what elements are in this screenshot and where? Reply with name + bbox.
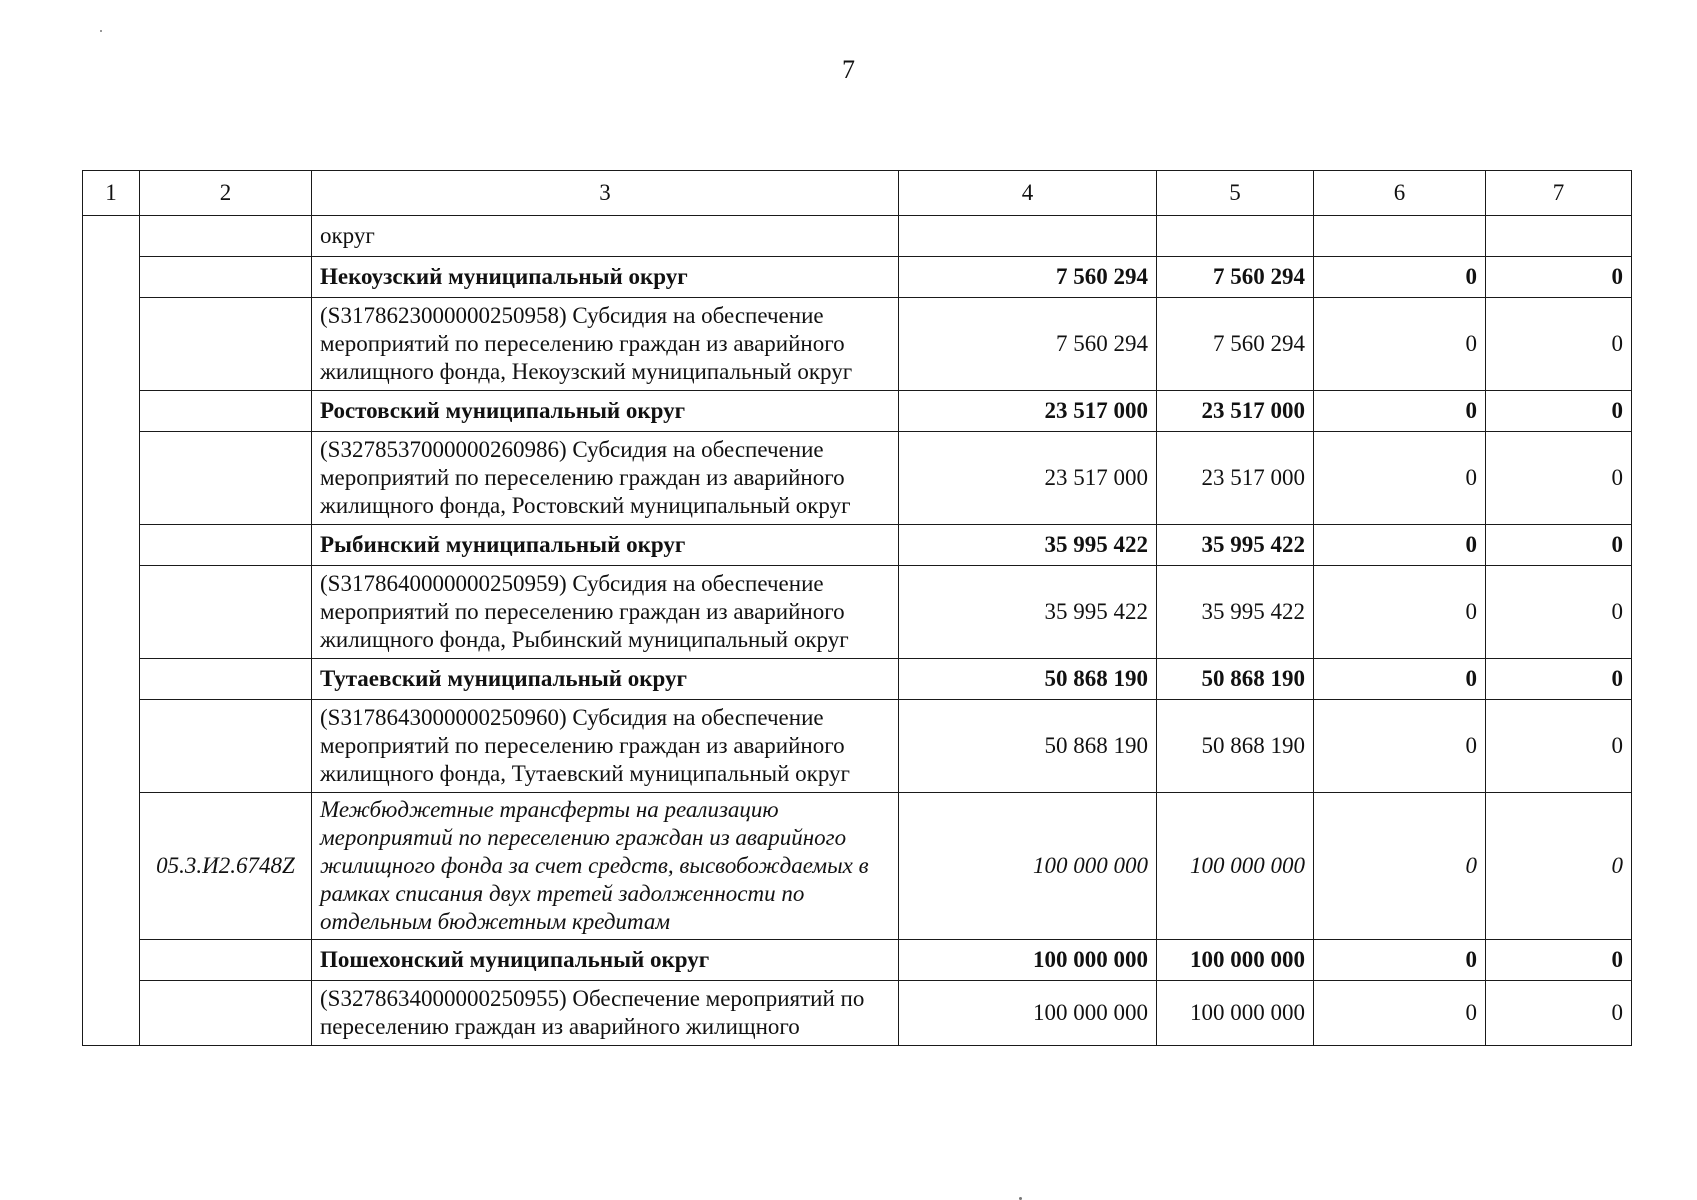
table-cell-name: (S3278634000000250955) Обеспечение мероприятий по переселению граждан из аварийного жилищного [312, 981, 899, 1046]
table-cell-code [140, 566, 312, 659]
header-col-7: 7 [1486, 171, 1632, 216]
table-cell-col-7: 0 [1486, 566, 1632, 659]
table-cell-code [140, 700, 312, 793]
table-body [83, 216, 1632, 1046]
table-cell-code [140, 940, 312, 981]
table-cell-name: (S3278537000000260986) Субсидия на обеспечение мероприятий по переселению граждан из аварийного жилищного фонда, Ростовский муниципальный округ [312, 432, 899, 525]
table-cell-name: округ [312, 216, 899, 257]
table-cell-col-5 [1157, 216, 1314, 257]
table-cell-code: 05.3.И2.6748Z [140, 793, 312, 940]
header-row [83, 171, 1632, 216]
table-cell-col-5: 23 517 000 [1157, 391, 1314, 432]
table-cell-col-4: 50 868 190 [899, 659, 1157, 700]
header-col-6: 6 [1314, 171, 1486, 216]
table-row [83, 391, 1632, 432]
table-cell-col-7: 0 [1486, 257, 1632, 298]
table-row [83, 793, 1632, 940]
table-row [83, 566, 1632, 659]
table-cell-code [140, 257, 312, 298]
table-cell-code [140, 981, 312, 1046]
table-cell-col-4 [899, 216, 1157, 257]
table-cell-name: Некоузский муниципальный округ [312, 257, 899, 298]
table-cell-col-6: 0 [1314, 659, 1486, 700]
header-col-4: 4 [899, 171, 1157, 216]
table-cell-col-6: 0 [1314, 566, 1486, 659]
table-cell-code [140, 525, 312, 566]
table-cell-col-7: 0 [1486, 432, 1632, 525]
table-cell-col-6: 0 [1314, 432, 1486, 525]
table-cell-col-6: 0 [1314, 793, 1486, 940]
table-cell-name: (S3178643000000250960) Субсидия на обеспечение мероприятий по переселению граждан из аварийного жилищного фонда, Тутаевский муниципальный округ [312, 700, 899, 793]
table-cell-col-7: 0 [1486, 298, 1632, 391]
table-cell-col-4: 100 000 000 [899, 981, 1157, 1046]
table-row [83, 659, 1632, 700]
header-col-1: 1 [83, 171, 140, 216]
header-col-2: 2 [140, 171, 312, 216]
table-cell-col-6: 0 [1314, 981, 1486, 1046]
table-cell-col-7: 0 [1486, 793, 1632, 940]
table-cell-col-5: 50 868 190 [1157, 700, 1314, 793]
table-cell-col-7: 0 [1486, 391, 1632, 432]
table-cell-name: Пошехонский муниципальный округ [312, 940, 899, 981]
table-cell-col-5: 7 560 294 [1157, 298, 1314, 391]
table-cell-col-6: 0 [1314, 391, 1486, 432]
table-cell-col-4: 35 995 422 [899, 566, 1157, 659]
table-cell-code [140, 391, 312, 432]
table-cell-col-4: 100 000 000 [899, 793, 1157, 940]
header-col-5: 5 [1157, 171, 1314, 216]
table-cell-col-5: 35 995 422 [1157, 566, 1314, 659]
table-cell-col-5: 100 000 000 [1157, 793, 1314, 940]
table-cell-col-1 [83, 216, 140, 1046]
table-cell-col-5: 35 995 422 [1157, 525, 1314, 566]
table-row [83, 940, 1632, 981]
table-cell-code [140, 298, 312, 391]
table-cell-name: (S3178623000000250958) Субсидия на обеспечение мероприятий по переселению граждан из аварийного жилищного фонда, Некоузский муниципальный округ [312, 298, 899, 391]
table-cell-col-7: 0 [1486, 659, 1632, 700]
table-row [83, 257, 1632, 298]
table-cell-col-5: 23 517 000 [1157, 432, 1314, 525]
table-row [83, 298, 1632, 391]
table-cell-col-5: 100 000 000 [1157, 981, 1314, 1046]
table-cell-col-6: 0 [1314, 940, 1486, 981]
table-cell-col-7: 0 [1486, 981, 1632, 1046]
table-cell-name: (S3178640000000250959) Субсидия на обеспечение мероприятий по переселению граждан из аварийного жилищного фонда, Рыбинский муниципальный округ [312, 566, 899, 659]
table-cell-code [140, 216, 312, 257]
table-cell-col-7 [1486, 216, 1632, 257]
table-row [83, 700, 1632, 793]
table-cell-col-5: 100 000 000 [1157, 940, 1314, 981]
table-cell-code [140, 432, 312, 525]
table-cell-col-5: 7 560 294 [1157, 257, 1314, 298]
table-row [83, 981, 1632, 1046]
table-row [83, 216, 1632, 257]
table-cell-col-6: 0 [1314, 257, 1486, 298]
budget-table [82, 170, 1632, 1046]
table-cell-col-4: 7 560 294 [899, 257, 1157, 298]
table-cell-name: Ростовский муниципальный округ [312, 391, 899, 432]
table-row [83, 432, 1632, 525]
table-cell-name: Межбюджетные трансферты на реализацию мероприятий по переселению граждан из аварийного жилищного фонда за счет средств, высвобождаемых в рамках списания двух третей задолженности по отдельным бюджетным кредитам [312, 793, 899, 940]
table-cell-col-4: 23 517 000 [899, 432, 1157, 525]
table-header [83, 171, 1632, 216]
table-cell-col-7: 0 [1486, 525, 1632, 566]
table-cell-col-6: 0 [1314, 525, 1486, 566]
table-cell-col-7: 0 [1486, 940, 1632, 981]
table-cell-col-4: 50 868 190 [899, 700, 1157, 793]
table-cell-name: Тутаевский муниципальный округ [312, 659, 899, 700]
table-cell-col-6: 0 [1314, 700, 1486, 793]
table-cell-col-4: 7 560 294 [899, 298, 1157, 391]
table-row [83, 525, 1632, 566]
scan-speck [100, 30, 102, 32]
table-cell-code [140, 659, 312, 700]
table-cell-name: Рыбинский муниципальный округ [312, 525, 899, 566]
table-cell-col-4: 35 995 422 [899, 525, 1157, 566]
table-cell-col-7: 0 [1486, 700, 1632, 793]
page-number: 7 [842, 55, 855, 84]
header-col-3: 3 [312, 171, 899, 216]
table-cell-col-6 [1314, 216, 1486, 257]
table-cell-col-5: 50 868 190 [1157, 659, 1314, 700]
table-cell-col-6: 0 [1314, 298, 1486, 391]
table-cell-col-4: 100 000 000 [899, 940, 1157, 981]
table-cell-col-4: 23 517 000 [899, 391, 1157, 432]
